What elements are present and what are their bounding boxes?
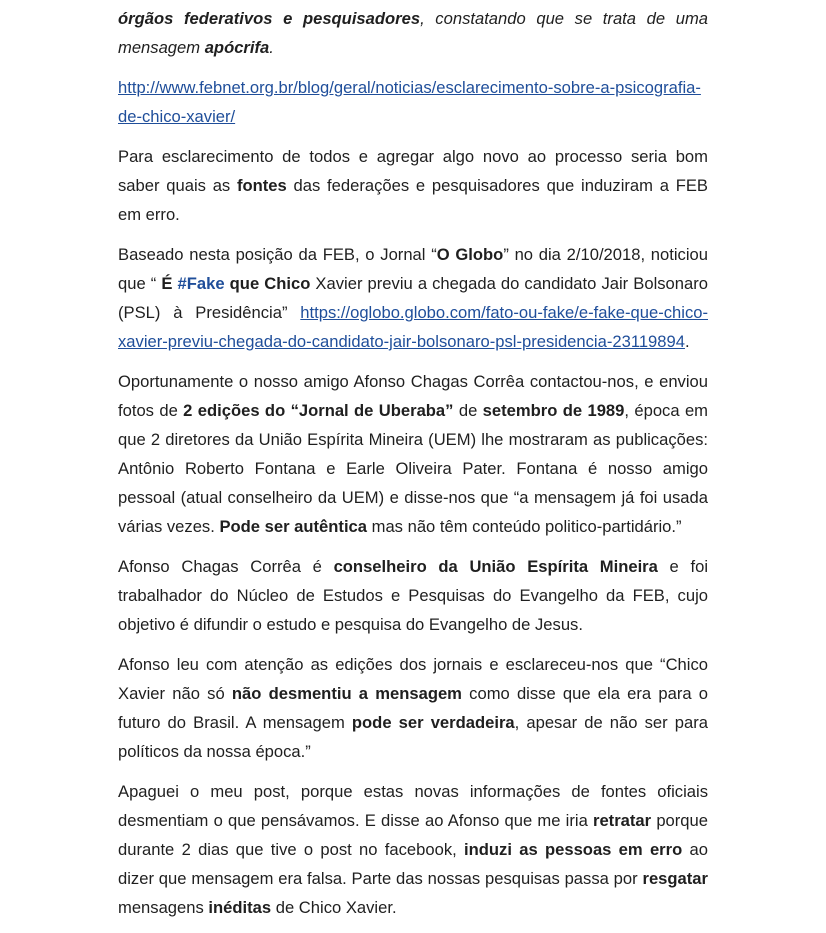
text: porque durante 2 dias que tive o post no facebook,: [118, 811, 708, 859]
text: .: [684, 332, 690, 351]
text: mensagens: [118, 898, 209, 917]
paragraph-2: [118, 73, 708, 131]
text: das federações e pesquisadores que induziram a FEB em erro.: [118, 176, 708, 224]
bold-text: que Chico: [224, 274, 311, 293]
bold-text: não desmentiu a mensagem: [231, 684, 462, 703]
names-text: Antônio Roberto Fontana e Earle Oliveira Pater: [118, 459, 502, 478]
paragraph-7: [118, 650, 708, 766]
text: Afonso leu com atenção as edições dos jornais e esclareceu-nos que “Chico Xavier não só: [118, 655, 708, 703]
text: mas não têm conteúdo politico-partidário.”: [367, 517, 682, 536]
oglobo-link[interactable]: https://oglobo.globo.com/fato-ou-fake/e-fake-que-chico-xavier-previu-chegada-do-candidato-jair-bolsonaro-psl-presidencia-23119894: [118, 303, 708, 351]
bold-text: resgatar: [642, 869, 708, 888]
text: Oportunamente o nosso amigo: [118, 372, 354, 391]
bold-text: Pode ser autêntica: [219, 517, 368, 536]
febnet-link[interactable]: http://www.febnet.org.br/blog/geral/noticias/esclarecimento-sobre-a-psicografia-de-chico-xavier/: [118, 78, 701, 126]
bold-text: setembro de 1989: [482, 401, 625, 420]
text: de: [453, 401, 483, 420]
text: Apaguei o meu post, porque estas novas informações de fontes oficiais desmentiam o que pensávamos. E disse ao Afonso que me iria: [118, 782, 708, 830]
bold-text: induzi as pessoas em erro: [464, 840, 683, 859]
paragraph-1: [118, 4, 708, 62]
bold-italic-text: apócrifa: [204, 38, 270, 57]
text: e foi trabalhador do Núcleo de Estudos e Pesquisas do Evangelho da FEB, cujo objetivo é difundir o estudo e pesquisa do Evangelho de Jesus.: [118, 557, 709, 634]
text: , época em que 2 diretores da União Espírita Mineira (UEM) lhe mostraram as publicações:: [118, 401, 708, 449]
text: , apesar de não ser para políticos da nossa época.”: [118, 713, 708, 761]
bold-text: fontes: [236, 176, 287, 195]
bold-text: retratar: [593, 811, 652, 830]
paragraph-4: [118, 240, 708, 356]
bold-text: pode ser verdadeira: [351, 713, 515, 732]
name-text: Afonso Chagas Corrêa: [353, 372, 525, 391]
bold-text: É: [161, 274, 178, 293]
paragraph-6: [118, 552, 708, 639]
bold-italic-text: órgãos federativos e pesquisadores: [118, 9, 421, 28]
bold-text: O Globo: [436, 245, 504, 264]
paragraph-5: [118, 367, 708, 541]
text: contactou-nos, e enviou fotos de: [118, 372, 708, 420]
text: Baseado nesta posição da FEB, o Jornal “: [118, 245, 437, 264]
text: como disse que ela era para o futuro do Brasil. A mensagem: [118, 684, 709, 732]
text: ” no dia 2/10/2018, noticiou que “: [118, 245, 709, 293]
hashtag-text: #Fake: [177, 274, 225, 293]
text: Afonso Chagas Corrêa é: [118, 557, 334, 576]
italic-text: , constatando que se trata de uma mensagem: [118, 9, 708, 57]
text: ao dizer que mensagem era falsa. Parte das nossas pesquisas passa por: [118, 840, 708, 888]
text: . Fontana é nosso amigo pessoal (atual conselheiro da UEM) e disse-nos que “a mensagem já foi usada várias vezes.: [118, 459, 708, 536]
text: de Chico Xavier.: [271, 898, 397, 917]
paragraph-8: [118, 777, 708, 922]
paragraph-3: [118, 142, 708, 229]
document-body: [118, 4, 708, 933]
italic-text: .: [269, 38, 274, 57]
text: Xavier previu a chegada do candidato Jair Bolsonaro (PSL) à Presidência”: [118, 274, 708, 322]
bold-text: conselheiro da União Espírita Mineira: [333, 557, 658, 576]
bold-text: 2 edições do “Jornal de Uberaba”: [183, 401, 454, 420]
text: Para esclarecimento de todos e agregar algo novo ao processo seria bom saber quais as: [118, 147, 708, 195]
bold-text: inéditas: [208, 898, 272, 917]
